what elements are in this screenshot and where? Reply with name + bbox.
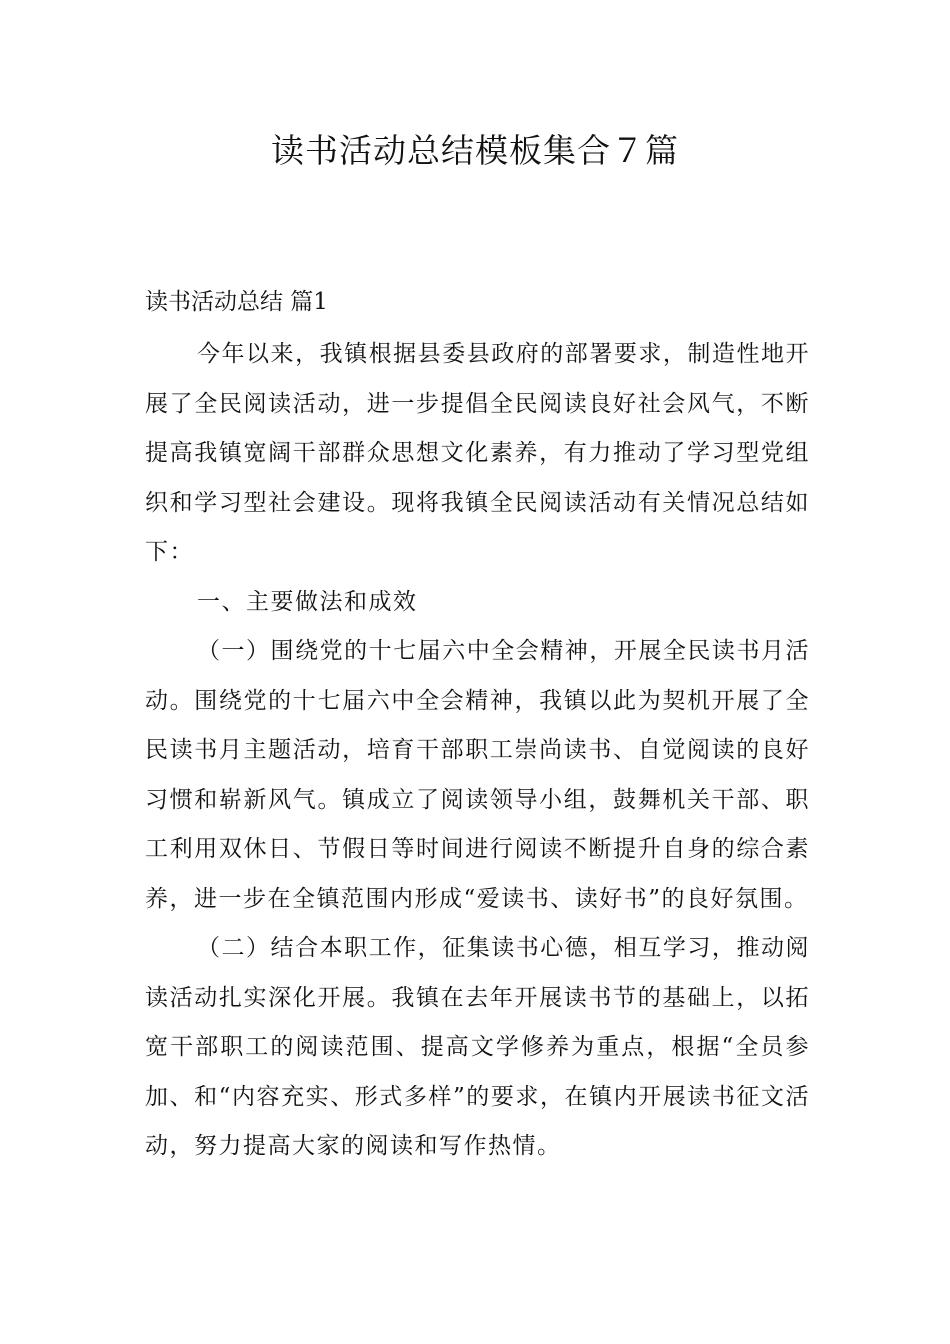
paragraph-item-two: （二）结合本职工作，征集读书心德，相互学习，推动阅读活动扎实深化开展。我镇在去年开展读书节的基础上，以拓宽干部职工的阅读范围、提高文学修养为重点，根据“全员参加、和“内容充实、形式多样”的要求，在镇内开展读书征文活动，努力提高大家的阅读和写作热情。 xyxy=(145,935,810,1159)
document-body xyxy=(145,280,810,1172)
section-heading: 读书活动总结 篇1 xyxy=(145,289,328,315)
paragraph-item-one: （一）围绕党的十七届六中全会精神，开展全民读书月活动。围绕党的十七届六中全会精神，我镇以此为契机开展了全民读书月主题活动，培育干部职工崇尚读书、自觉阅读的良好习惯和崭新风气。镇成立了阅读领导小组，鼓舞机关干部、职工利用双休日、节假日等时间进行阅读不断提升自身的综合素养，进一步在全镇范围内形成“爱读书、读好书”的良好氛围。 xyxy=(145,638,810,912)
document-title: 读书活动总结模板集合７篇 xyxy=(271,131,679,170)
paragraph-intro: 今年以来，我镇根据县委县政府的部署要求，制造性地开展了全民阅读活动，进一步提倡全民阅读良好社会风气，不断提高我镇宽阔干部群众思想文化素养，有力推动了学习型党组织和学习型社会建设。现将我镇全民阅读活动有关情况总结如下： xyxy=(145,341,810,565)
paragraph-heading-main-practices: 一、主要做法和成效 xyxy=(197,588,418,615)
